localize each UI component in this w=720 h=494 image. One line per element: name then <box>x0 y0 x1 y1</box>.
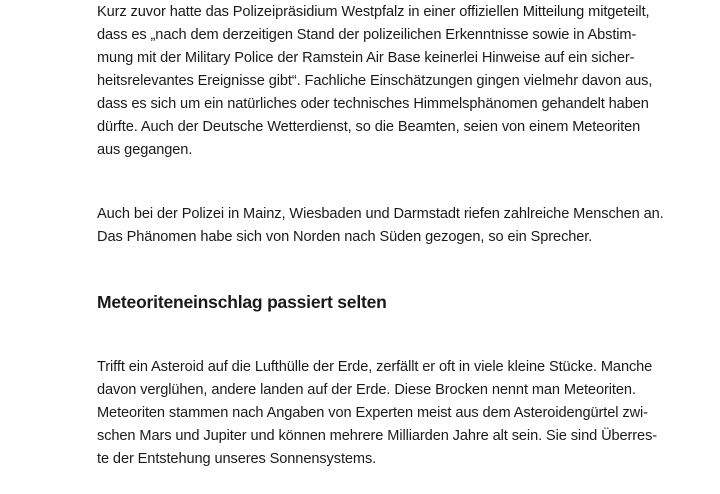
section-heading: Meteoriteneinschlag passiert selten <box>97 292 387 312</box>
paragraph-line: mung mit der Military Police der Ramstein Air Base keinerlei Hinweise auf ein sicher- <box>97 50 635 66</box>
paragraph-line: aus gegangen. <box>97 142 193 158</box>
paragraph-line: dürfte. Auch der Deutsche Wetterdienst, so die Beamten, seien von einem Meteoriten <box>97 119 641 135</box>
article-paragraph <box>97 203 664 249</box>
paragraph-line: Kurz zuvor hatte das Polizeipräsidium Westpfalz in einer offiziellen Mitteilung mitgeteilt, <box>97 4 650 20</box>
article-paragraph <box>97 356 657 471</box>
paragraph-line: Das Phänomen habe sich von Norden nach Süden gezogen, so ein Sprecher. <box>97 229 593 245</box>
paragraph-line: schen Mars und Jupiter und können mehrere Milliarden Jahre alt sein. Sie sind Überres- <box>97 428 658 444</box>
paragraph-line: dass es sich um ein natürliches oder technisches Himmelsphänomen gehandelt haben <box>97 96 649 112</box>
article-paragraph <box>97 1 652 162</box>
paragraph-line: te der Entstehung unseres Sonnensystems. <box>97 451 377 467</box>
paragraph-line: davon verglühen, andere landen auf der Erde. Diese Brocken nennt man Meteoriten. <box>97 382 636 398</box>
paragraph-line: heitsrelevantes Ereignisse gibt“. Fachliche Einschätzungen gingen vielmehr davon aus, <box>97 73 653 89</box>
paragraph-line: Trifft ein Asteroid auf die Lufthülle der Erde, zerfällt er oft in viele kleine Stücke. Manche <box>97 359 653 375</box>
paragraph-line: Meteoriten stammen nach Angaben von Experten meist aus dem Asteroidengürtel zwi- <box>97 405 648 421</box>
paragraph-line: Auch bei der Polizei in Mainz, Wiesbaden und Darmstadt riefen zahlreiche Menschen an. <box>97 206 664 222</box>
paragraph-line: dass es „nach dem derzeitigen Stand der polizeilichen Erkenntnisse sowie in Abstim- <box>97 27 637 43</box>
